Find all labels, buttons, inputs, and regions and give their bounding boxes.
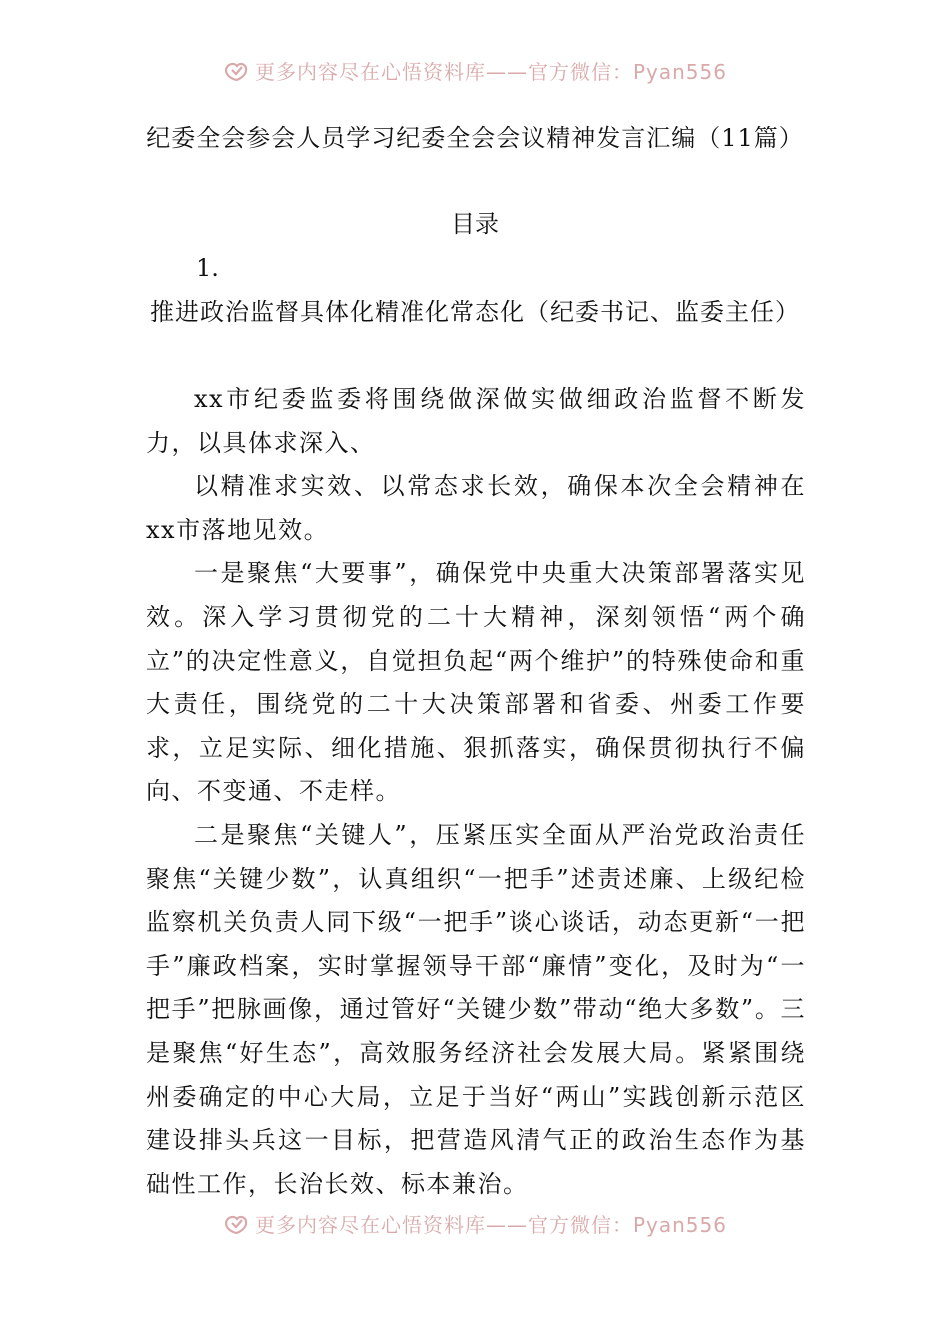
body-paragraph: 以精准求实效、以常态求长效，确保本次全会精神在xx市落地见效。	[146, 472, 806, 544]
watermark-text: 更多内容尽在心悟资料库——官方微信：Pyan556	[254, 60, 727, 84]
watermark-footer	[0, 1209, 950, 1240]
body-paragraph: 一是聚焦“大要事”，确保党中央重大决策部署落实见效。深入学习贯彻党的二十大精神，深刻领悟“两个确立”的决定性意义，自觉担负起“两个维护”的特殊使命和重大责任，围绕党的二十大决策部署和省委、州委工作要求，立足实际、细化措施、狠抓落实，确保贯彻执行不偏向、不变通、不走样。	[146, 559, 806, 806]
watermark-logo-icon	[223, 60, 249, 87]
toc-heading: 目录	[451, 210, 499, 238]
document-title: 纪委全会参会人员学习纪委全会会议精神发言汇编（11篇）	[146, 124, 804, 152]
toc-item-title: 推进政治监督具体化精准化常态化（纪委书记、监委主任）	[150, 298, 800, 326]
body-paragraph: 二是聚焦“关键人”，压紧压实全面从严治党政治责任聚焦“关键少数”，认真组织“一把手”述责述廉、上级纪检监察机关负责人同下级“一把手”谈心谈话，动态更新“一把手”廉政档案，实时掌握领导干部“廉情”变化，及时为“一把手”把脉画像，通过管好“关键少数”带动“绝大多数”。三是聚焦“好生态”，高效服务经济社会发展大局。紧紧围绕州委确定的中心大局，立足于当好“两山”实践创新示范区建设排头兵这一目标，把营造风清气正的政治生态作为基础性工作，长治长效、标本兼治。	[146, 820, 806, 1198]
watermark-text: 更多内容尽在心悟资料库——官方微信：Pyan556	[254, 1213, 727, 1237]
toc-item-number: 1.	[196, 254, 219, 282]
body-paragraph: xx市纪委监委将围绕做深做实做细政治监督不断发力，以具体求深入、	[146, 385, 806, 457]
watermark-logo-icon	[223, 1213, 249, 1240]
watermark-header	[0, 56, 950, 87]
document-body	[146, 378, 806, 1206]
